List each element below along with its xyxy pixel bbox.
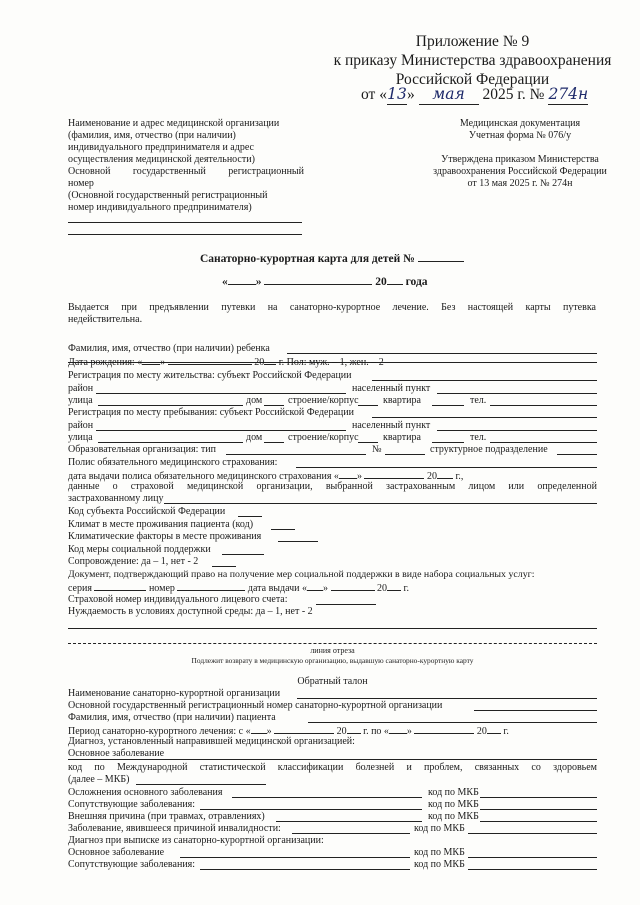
settlement-label-2: населенный пункт (352, 420, 431, 431)
card-number-field[interactable] (418, 250, 464, 262)
org-fill-line-2[interactable] (68, 234, 302, 235)
house-field[interactable] (264, 405, 284, 406)
street-field-2[interactable] (98, 442, 243, 443)
coupon-disability-label: Заболевание, явившееся причиной инвалидности: (68, 823, 281, 834)
reg-stay-label: Регистрация по месту пребывания: субъект Российской Федерации (68, 407, 354, 418)
cut-line-label: линия отреза (310, 646, 355, 655)
handwritten-day: 13 (387, 85, 407, 103)
coupon-ogrn-field[interactable] (474, 710, 597, 711)
card-title: Санаторно-курортная карта для детей № (200, 250, 500, 265)
edu-label: Образовательная организация: тип (68, 444, 216, 455)
coupon-main-disease2-icd-label: код по МКБ (414, 847, 465, 858)
coupon-title: Обратный талон (297, 676, 368, 687)
org-line-1: Наименование и адрес медицинской организации (68, 118, 280, 129)
coupon-icd-line-2: (далее – МКБ) (68, 774, 130, 785)
social-code-label: Код меры социальной поддержки (68, 544, 211, 555)
period-to-year-field[interactable] (487, 724, 501, 734)
coupon-icd-line-1: код по Международной статистической классификации болезней и проблем, связанных со здоровьем (68, 762, 597, 773)
house-field-2[interactable] (264, 442, 284, 443)
escort-label: Сопровождение: да – 1, нет - 2 (68, 556, 199, 567)
district-field[interactable] (96, 393, 346, 394)
climate-factors-label: Климатические факторы в месте проживания (68, 531, 262, 542)
coupon-complications-icd-field[interactable] (480, 797, 597, 798)
insurer-line-2: застрахованному лицу (68, 493, 164, 504)
doc-series-row: серия номер дата выдачи « » 20 г. (68, 583, 410, 594)
extra-field-line-1[interactable] (68, 628, 597, 629)
coupon-patient-field[interactable] (308, 722, 597, 723)
org-line-8: номер индивидуального предпринимателя) (68, 202, 252, 213)
coupon-main-disease-label: Основное заболевание (68, 748, 165, 759)
dob-year-field[interactable] (264, 355, 276, 365)
oms-date-row: дата выдачи полиса обязательного медицинского страхования « » 20 г., (68, 471, 464, 482)
med-doc-order: от 13 мая 2025 г. № 274н (467, 178, 573, 189)
doc-number-field[interactable] (177, 581, 245, 591)
doc-series-field[interactable] (94, 581, 146, 591)
settlement-field[interactable] (437, 393, 597, 394)
handwritten-month: мая (419, 84, 479, 105)
dob-day-field[interactable] (142, 355, 160, 365)
card-intro-line-1: Выдается при предъявлении путевки на санаторно-курортное лечение. Без настоящей карты путевка (68, 302, 596, 313)
building-label-2: строение/корпус (288, 432, 359, 443)
climate-label: Климат в месте проживания пациента (код) (68, 519, 254, 530)
settlement-field-2[interactable] (437, 430, 597, 431)
snils-label: Страховой номер индивидуального лицевого счета: (68, 594, 288, 605)
coupon-complications-field[interactable] (232, 797, 422, 798)
oms-label: Полис обязательного медицинского страхования: (68, 457, 278, 468)
dob-month-field[interactable] (168, 355, 252, 365)
med-doc-approved: Утверждена приказом Министерства (441, 154, 599, 165)
med-doc-block (420, 118, 620, 190)
region-code-label: Код субъекта Российской Федерации (68, 506, 226, 517)
card-month-field[interactable] (264, 273, 372, 285)
coupon-concomitant2-icd-field[interactable] (468, 869, 597, 870)
med-doc-form: Учетная форма № 076/у (468, 130, 572, 141)
return-note: Подлежит возврату в медицинскую организацию, выдавшую санаторно-курортную карту (191, 656, 474, 665)
building-field[interactable] (358, 405, 378, 406)
coupon-concomitant-icd-field[interactable] (480, 809, 597, 810)
card-date: « » 20 года (222, 273, 482, 288)
coupon-complications-label: Осложнения основного заболевания (68, 787, 223, 798)
escort-field[interactable] (212, 566, 236, 567)
struct-field[interactable] (557, 454, 597, 455)
access-label: Нуждаемость в условиях доступной среды: да – 1, нет - 2 (68, 606, 313, 617)
house-label-2: дом (246, 432, 263, 443)
doc-right-label: Документ, подтверждающий право на получение мер социальной поддержки в виде набора социальных услуг: (68, 569, 535, 580)
coupon-discharge-label: Диагноз при выписке из санаторно-курортной организации: (68, 835, 324, 846)
coupon-diag-ref-label: Диагноз, установленный направившей медицинской организацией: (68, 736, 355, 747)
social-code-field[interactable] (222, 554, 264, 555)
med-doc-ministry: здравоохранения Российской Федерации (433, 166, 607, 177)
period-from-day-field[interactable] (251, 724, 267, 734)
climate-field[interactable] (271, 529, 295, 530)
coupon-main-disease2-field[interactable] (180, 857, 410, 858)
edu-num-label: № (372, 444, 382, 455)
district-field-2[interactable] (96, 430, 346, 431)
coupon-main-disease2-icd-field[interactable] (468, 857, 597, 858)
coupon-main-disease2-label: Основное заболевание (68, 847, 165, 858)
coupon-disability-icd-field[interactable] (468, 833, 597, 834)
oms-day-field[interactable] (339, 469, 357, 479)
district-label-2: район (68, 420, 94, 431)
reg-stay-region-field[interactable] (372, 417, 597, 418)
coupon-concomitant2-label: Сопутствующие заболевания: (68, 859, 196, 870)
org-fill-line-1[interactable] (68, 222, 302, 223)
settlement-label: населенный пункт (352, 383, 431, 394)
coupon-disability-icd-label: код по МКБ (414, 823, 465, 834)
tel-label: тел. (470, 395, 487, 406)
street-field[interactable] (98, 405, 243, 406)
tel-label-2: тел. (470, 432, 487, 443)
reg-residence-region-field[interactable] (372, 380, 597, 381)
building-label: строение/корпус (288, 395, 359, 406)
coupon-external-field[interactable] (276, 821, 422, 822)
coupon-concomitant-field[interactable] (200, 809, 422, 810)
appendix-rf-line: Российской Федерации (395, 71, 550, 88)
coupon-period-row: Период санаторно-курортного лечения: с « » 20 г. по « » 20 г. (68, 726, 509, 737)
reg-residence-label: Регистрация по месту жительства: субъект Российской Федерации (68, 370, 352, 381)
card-intro-line-2: недействительна. (68, 314, 143, 325)
dob-row: Дата рождения: « » 20 г. Пол: муж. – 1, жен. – 2 (68, 357, 384, 368)
org-line-2: (фамилия, имя, отчество (при наличии) (68, 130, 236, 141)
oms-year-field[interactable] (437, 469, 453, 479)
doc-month-field[interactable] (331, 581, 375, 591)
coupon-disability-field[interactable] (292, 833, 410, 834)
coupon-external-label: Внешняя причина (при травмах, отравлениях) (68, 811, 265, 822)
coupon-ogrn-label: Основной государственный регистрационный номер санаторно-курортной организации (68, 700, 443, 711)
appendix-date-line: от «13» мая 2025 г. № 274н (361, 85, 589, 103)
district-label: район (68, 383, 94, 394)
tel-field[interactable] (490, 405, 597, 406)
org-line-7: (Основной государственный регистрационный (68, 190, 268, 201)
card-intro (68, 302, 596, 326)
appendix-header (320, 32, 625, 89)
oms-field[interactable] (296, 467, 597, 468)
period-from-month-field[interactable] (274, 724, 334, 734)
period-to-month-field[interactable] (414, 724, 474, 734)
period-to-day-field[interactable] (389, 724, 407, 734)
fio-field[interactable] (287, 353, 597, 354)
org-line-5: Основной государственный регистрационный (68, 166, 304, 177)
edu-type-field[interactable] (226, 454, 366, 455)
region-code-field[interactable] (238, 516, 262, 517)
org-line-6: номер (68, 178, 94, 189)
cut-line (68, 643, 597, 644)
struct-label: структурное подразделение (430, 444, 548, 455)
coupon-icd-field[interactable] (136, 784, 266, 785)
tel-field-2[interactable] (490, 442, 597, 443)
coupon-concomitant-icd-label: код по МКБ (428, 799, 479, 810)
apt-field[interactable] (432, 405, 464, 406)
coupon-external-icd-field[interactable] (480, 821, 597, 822)
coupon-concomitant-label: Сопутствующие заболевания: (68, 799, 196, 810)
edu-num-field[interactable] (385, 454, 425, 455)
handwritten-number: 274н (548, 85, 589, 103)
fio-label: Фамилия, имя, отчество (при наличии) ребенка (68, 343, 270, 354)
street-label: улица (68, 395, 93, 406)
coupon-patient-label: Фамилия, имя, отчество (при наличии) пациента (68, 712, 276, 723)
period-from-year-field[interactable] (347, 724, 361, 734)
snils-field[interactable] (316, 604, 376, 605)
coupon-concomitant2-field[interactable] (200, 869, 410, 870)
appendix-title: Приложение № 9 (415, 33, 530, 50)
coupon-main-disease-field[interactable] (68, 759, 597, 760)
house-label: дом (246, 395, 263, 406)
apt-label-2: квартира (383, 432, 421, 443)
card-year-field[interactable] (387, 273, 403, 285)
coupon-complications-icd-label: код по МКБ (428, 787, 479, 798)
apt-label: квартира (383, 395, 421, 406)
coupon-external-icd-label: код по МКБ (428, 811, 479, 822)
coupon-sanatorium-label: Наименование санаторно-курортной организации (68, 688, 281, 699)
org-line-4: осуществления медицинской деятельности) (68, 154, 255, 165)
coupon-concomitant2-icd-label: код по МКБ (414, 859, 465, 870)
insurer-line-1: данные о страховой медицинской организации, выбранной застрахованным лицом или определенной (68, 481, 597, 492)
org-line-3: индивидуального предпринимателя и адрес (68, 142, 254, 153)
appendix-order-line: к приказу Министерства здравоохранения (333, 52, 612, 69)
oms-month-field[interactable] (364, 469, 424, 479)
org-block (68, 118, 304, 214)
street-label-2: улица (68, 432, 93, 443)
coupon-sanatorium-field[interactable] (297, 698, 597, 699)
climate-factors-field[interactable] (278, 541, 318, 542)
insurer-field[interactable] (164, 503, 597, 504)
apt-field-2[interactable] (432, 442, 464, 443)
doc-year-field[interactable] (387, 581, 401, 591)
med-doc-line-1: Медицинская документация (459, 118, 581, 129)
card-day-field[interactable] (228, 273, 256, 285)
building-field-2[interactable] (358, 442, 378, 443)
doc-day-field[interactable] (307, 581, 323, 591)
